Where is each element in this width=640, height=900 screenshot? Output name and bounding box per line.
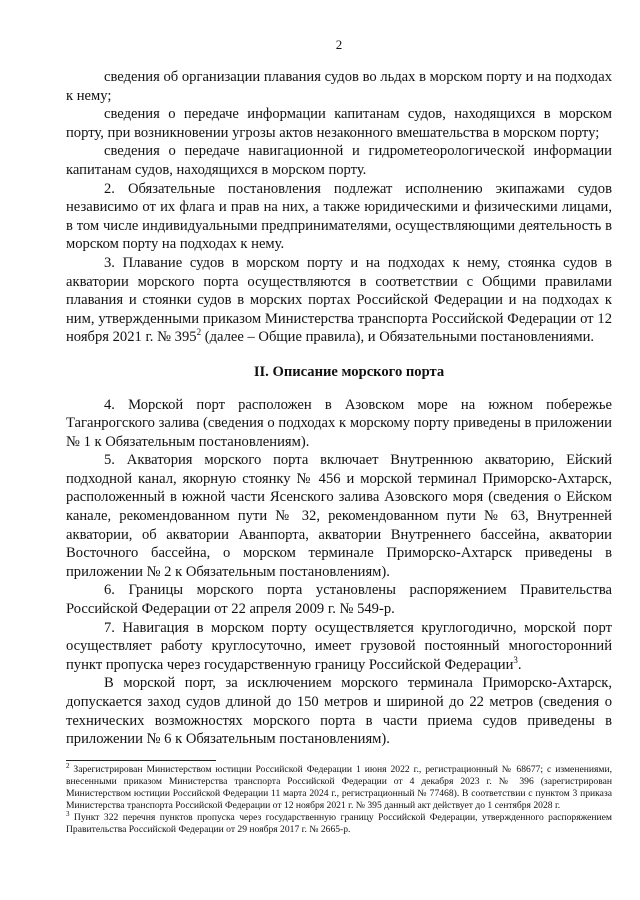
paragraph-5-water-area: 5. Акватория морского порта включает Внутреннюю акваторию, Ейский подходной канал, якорную стоянку № 456 и морской терминал Приморско-Ахтарск, расположенный в южной части Ясенского залива Азовского моря (сведения о Ейском канале, рекомендованном пути № 32, рекомендованном пути № 63, Внутренней акватории, об акватории Аванпорта, акватории Внутреннего бассейна, акватории Восточного бассейна, о морском терминале Приморско-Ахтарск приведены в приложении № 2 к Обязательным постановлениям). (66, 452, 612, 580)
paragraph-ice-navigation: сведения об организации плавания судов во льдах в морском порту и на подходах к нему; (66, 69, 612, 104)
page-number: 2 (335, 37, 343, 52)
section-heading: II. Описание морского порта (253, 363, 445, 380)
paragraph-3-navigation-rules (66, 254, 612, 347)
footnote-2-marker: 2 (66, 761, 70, 770)
footnote-ref-2: 2 (196, 327, 202, 338)
footnote-3-marker: 3 (66, 809, 70, 818)
paragraph-7-navigation-period (66, 619, 612, 675)
footnote-3-text: Пункт 322 перечня пунктов пропуска через государственную границу Российской Федерации, утвержденного распоряжением Правительства Российской Федерации от 29 ноября 2017 г. № 2665-р. (66, 812, 612, 835)
paragraph-6-boundaries: 6. Границы морского порта установлены распоряжением Правительства Российской Федерации от 22 апреля 2009 г. № 549-р. (66, 582, 612, 618)
footnote-separator (66, 760, 216, 761)
footnote-2-text: Зарегистрирован Министерством юстиции Российской Федерации 1 июня 2022 г., регистрационный № 68677; с изменениями, внесенными приказом Министерства транспорта Российской Федерации от 4 декабря 2023 г. № 396 (зарегистрирован Министерством юстиции Российской Федерации 11 марта 2024 г., регистрационный № 77468). В соответствии с пунктом 3 приказа Министерства транспорта Российской Федерации от 12 ноября 2021 г. № 395 данный акт действует до 1 сентября 2028 г. (66, 764, 612, 811)
paragraph-7-text-a: 7. Навигация в морском порту осуществляется круглогодично, морской порт осуществляет работу круглосуточно, имеет грузовой постоянный многосторонний пункт пропуска через государственную границу Российской Федерации (66, 619, 612, 673)
paragraph-2-obligations: 2. Обязательные постановления подлежат исполнению экипажами судов независимо от их флага и прав на них, а также юридическими и физическими лицами, в том числе индивидуальными предпринимателями, осуществляющими деятельность в морском порту на подходах к нему. (66, 180, 612, 253)
paragraph-vessel-limits: В морской порт, за исключением морского терминала Приморско-Ахтарск, допускается заход судов длиной до 150 метров и шириной до 22 метров (сведения о технических возможностях морского порта в части приема судов приведены в приложении № 6 к Обязательным постановлениям). (66, 675, 612, 748)
footnote-2 (66, 761, 612, 812)
footnotes (66, 761, 612, 836)
document-body (66, 68, 612, 749)
spacer (66, 347, 612, 363)
paragraph-3-text-b: (далее – Общие правила), и Обязательными постановлениями. (201, 329, 595, 346)
footnote-ref-3: 3 (513, 654, 518, 665)
paragraph-captain-info: сведения о передаче информации капитанам судов, находящихся в морском порту, при возникновении угрозы актов незаконного вмешательства в морском порту; (66, 106, 612, 141)
paragraph-hydromet-info: сведения о передаче навигационной и гидрометеорологической информации капитанам судов, находящихся в морском порту. (66, 143, 612, 178)
footnote-3 (66, 809, 612, 836)
paragraph-3-text-a: 3. Плавание судов в морском порту и на подходах к нему, стоянка судов в акватории морского порта осуществляются в соответствии с Общими правилами плавания и стоянки судов в морских портах Российской Федерации и на подходах к ним, утвержденными приказом Министерства транспорта Российской Федерации от 12 ноября 2021 г. № 395 (66, 254, 612, 346)
paragraph-7-text-b: . (517, 656, 522, 673)
paragraph-4-location: 4. Морской порт расположен в Азовском море на южном побережье Таганрогского залива (сведения о подходах к морскому порту приведены в приложении № 1 к Обязательным постановлениям). (66, 396, 612, 450)
spacer (66, 382, 612, 396)
